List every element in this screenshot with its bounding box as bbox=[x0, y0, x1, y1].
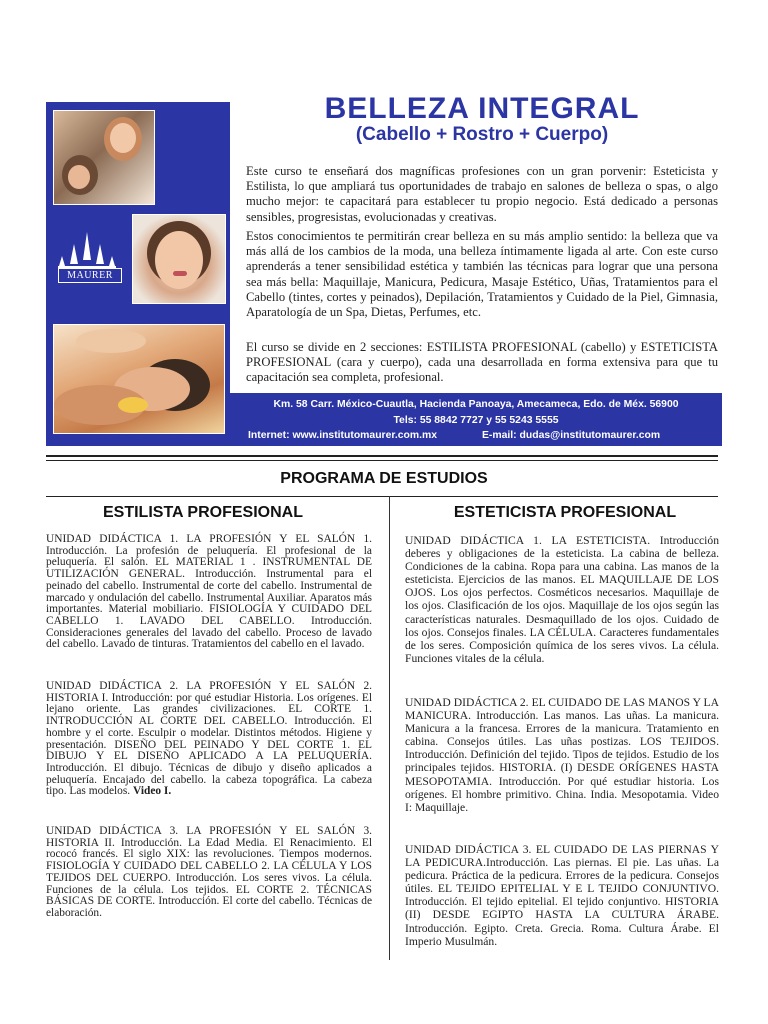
estilista-unit-1: UNIDAD DIDÁCTICA 1. LA PROFESIÓN Y EL SALÓN 1. Introducción. La profesión de peluquería. El profesional de la peluquería. El salón. EL MATERIAL 1 . INSTRUMENTAL DE UTILIZACIÓN GENERAL. Introducción. Instrumental para el peinado del cabello. Instrumental de corte del cabello. Instrumental de marcado y ondulación del cabello. Instrumental Auxiliar. Aparatos más importantes. Material mobiliario. FISIOLOGÍA Y CUIDADO DEL CABELLO 1. LAVADO DEL CABELLO. Introducción. Consideraciones generales del lavado del cabello. Proceso de lavado del cabello. Lavado de tinturas. Tratamientos del cabello en el lavado. bbox=[46, 533, 372, 651]
esteticista-unit-3: UNIDAD DIDÁCTICA 3. EL CUIDADO DE LAS PIERNAS Y LA PEDICURA.Introducción. Las piernas. El pie. Las uñas. La pedicura. Práctica de la pedicura. Errores de la pedicura. Consejos útiles. EL TEJIDO EPITELIAL Y E L TEJIDO CONJUNTIVO. Introducción. El tejido epitelial. El tejido conjuntivo. HISTORIA (II) DESDE EGIPTO HASTA LA CULTURA ÁRABE. Introducción. Egipto. Creta. Grecia. Roma. Cultura Árabe. El Imperio Musulmán. bbox=[405, 843, 719, 948]
contact-website[interactable]: Internet: www.institutomaurer.com.mx bbox=[248, 430, 437, 441]
estilista-unit-2-text: UNIDAD DIDÁCTICA 2. LA PROFESIÓN Y EL SALÓN 2. HISTORIA I. Introducción: por qué estudiar Historia. Los orígenes. El lejano oriente. Las grandes civilizaciones. EL CORTE 1. INTRODUCCIÓN AL CORTE DEL CABELLO. Introducción. El hombre y el corte. Esculpir o modelar. Distintos métodos. Higiene y presentación. DISEÑO DEL PEINADO Y DEL CORTE 1. EL DIBUJO Y EL DISEÑO APLICADO A LA PELUQUERÍA. Introducción. El dibujo. Técnicas de dibujo y diseño aplicados a peluquería. Encajado del cabello. la cabeza topográfica. La cabeza tipo. Las modelos. bbox=[46, 680, 372, 798]
makeup-photo bbox=[132, 214, 226, 304]
column-divider bbox=[389, 496, 390, 960]
esteticista-unit-1: UNIDAD DIDÁCTICA 1. LA ESTETICISTA. Introducción deberes y obligaciones de la esteticista. La cabina de belleza. Condiciones de la cabina. Ropa para una cabina. Las manos de la esteticista. Ejercicios de las manos. EL MAQUILLAJE DE LOS OJOS. Los ojos perfectos. Cosméticos necesarios. Maquillaje de los ojos. Clasificación de los ojos. Maquillaje de los ojos según las características naturales. Desmaquillado de los ojos. Cuidado de los ojos. Consejos finales. LA CÉLULA. Caracteres fundamentales de los seres. Composición química de los seres vivos. La célula. Funciones vitales de la célula. bbox=[405, 534, 719, 665]
intro-paragraph-3: El curso se divide en 2 secciones: ESTILISTA PROFESIONAL (cabello) y ESTETICISTA PROFESIONAL (cara y cuerpo), cada una desarrollada en forma extensiva para que tu capacitación sea completa, profesional. bbox=[246, 340, 718, 385]
page-subtitle: (Cabello + Rostro + Cuerpo) bbox=[355, 124, 609, 145]
intro-paragraph-2: Estos conocimientos te permitirán crear belleza en su más amplio sentido: la belleza que va más allá de los cambios de la moda, una belleza íntimamente ligada al arte. Con este curso aprenderás a tener sensibilidad estética y también las técnicas para lograr que una persona sea más bella: Maquillaje, Manicura, Pedicura, Masaje Estético, Uñas, Tratamientos para el Cabello (tintes, cortes y peinados), Depilación, Tratamientos y Cuidado de la Piel, Gimnasia, Aparatología de un Spa, Dietas, Perfumes, etc. bbox=[246, 229, 718, 320]
contact-email[interactable]: E-mail: dudas@institutomaurer.com bbox=[482, 430, 661, 441]
contact-bar bbox=[230, 393, 722, 446]
divider-top bbox=[46, 455, 718, 457]
estilista-unit-2 bbox=[46, 681, 372, 798]
divider-program bbox=[46, 496, 718, 497]
massage-photo bbox=[53, 324, 225, 434]
esteticista-title: ESTETICISTA PROFESIONAL bbox=[453, 504, 677, 521]
contact-address: Km. 58 Carr. México-Cuautla, Hacienda Panoaya, Amecameca, Edo. de Méx. 56900 bbox=[273, 399, 679, 410]
left-banner bbox=[46, 102, 230, 446]
contact-phones: Tels: 55 8842 7727 y 55 5243 5555 bbox=[393, 415, 559, 426]
intro-paragraph-1: Este curso te enseñará dos magníficas profesiones con un gran porvenir: Esteticista y Estilista, lo que ampliará tus oportunidades de trabajo en salones de belleza o spas, o algo mucho mejor: te capacitará para establecer tu propio negocio. Está dedicado a personas sensibles, progresistas, evolucionadas y creativas. bbox=[246, 164, 718, 224]
estilista-title: ESTILISTA PROFESIONAL bbox=[102, 504, 303, 521]
stylist-photo bbox=[53, 110, 155, 205]
estilista-unit-2-video: Video I. bbox=[133, 785, 172, 798]
divider-top-thin bbox=[46, 460, 718, 461]
maurer-logo-text: MAURER bbox=[58, 268, 122, 283]
page-title: BELLEZA INTEGRAL bbox=[324, 92, 640, 125]
estilista-unit-3: UNIDAD DIDÁCTICA 3. LA PROFESIÓN Y EL SALÓN 3. HISTORIA II. Introducción. La Edad Media. El Renacimiento. El rococó francés. El siglo XIX: las revoluciones. Tiempos modernos. FISIOLOGÍA Y CUIDADO DEL CABELLO 2. LA CÉLULA Y LOS TEJIDOS DEL CUERPO. Introducción. Los seres vivos. La célula. Funciones de la célula. Los tejidos. EL CORTE 2. TÉCNICAS BÁSICAS DE CORTE. Introducción. El corte del cabello. Técnicas de elaboración. bbox=[46, 825, 372, 919]
esteticista-unit-2: UNIDAD DIDÁCTICA 2. EL CUIDADO DE LAS MANOS Y LA MANICURA. Introducción. Las manos. Las uñas. La manicura. Manicura a la francesa. Errores de la manicura. Tratamiento en cabina. Consejos útiles. Las uñas postizas. LOS TEJIDOS. Introducción. Definición del tejido. Tipos de tejidos. Estudio de los principales tejidos. HISTORIA. (I) DESDE ORÍGENES HASTA MESOPOTAMIA. Introducción. Por qué estudiar historia. Los orígenes. El hombre primitivo. China. India. Mesopotamia. Video I: Maquillaje. bbox=[405, 696, 719, 814]
program-title: PROGRAMA DE ESTUDIOS bbox=[280, 470, 488, 487]
